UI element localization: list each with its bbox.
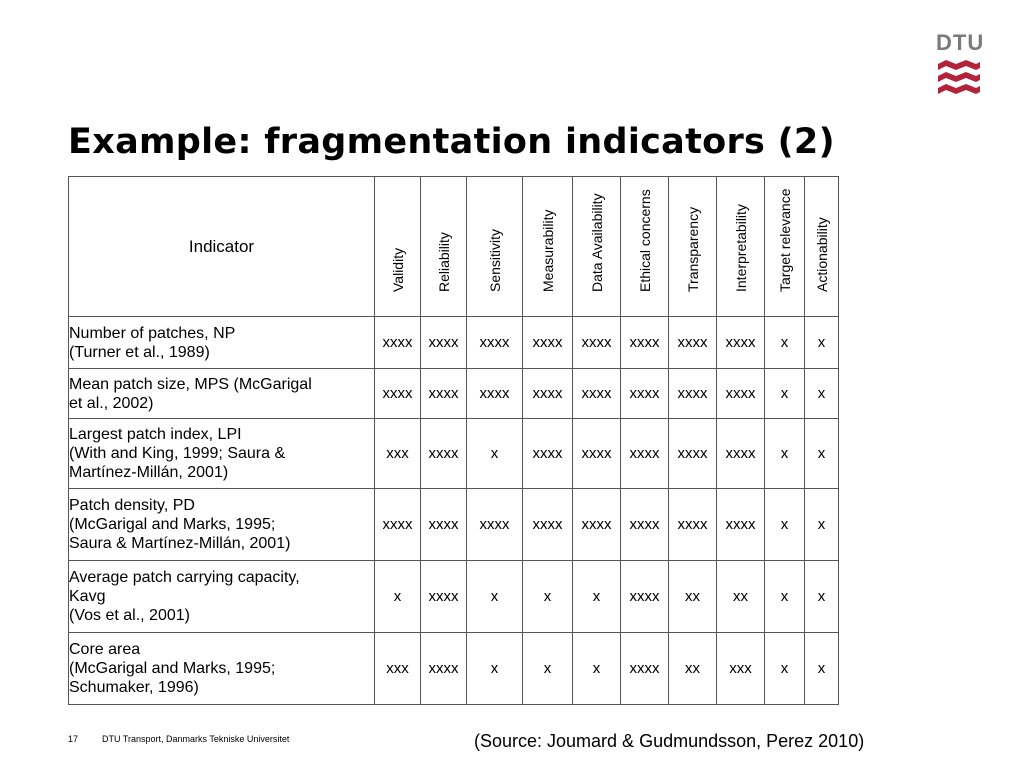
criterion-header: [375, 177, 421, 317]
dtu-logo-text: DTU: [936, 30, 985, 55]
rating-cell: xxxx: [421, 419, 467, 489]
rating-cell: xxxx: [421, 317, 467, 369]
table-row: [69, 633, 839, 705]
criterion-label: Data Availability: [588, 193, 605, 292]
rating-cell: xxxx: [421, 369, 467, 419]
rating-cell: xx: [717, 561, 765, 633]
rating-cell: xxxx: [375, 489, 421, 561]
rating-cell: xxxx: [467, 489, 523, 561]
indicator-column-header: Indicator: [69, 177, 375, 317]
rating-cell: xx: [669, 561, 717, 633]
indicator-name-cell: [69, 369, 375, 419]
rating-cell: xx: [669, 633, 717, 705]
rating-cell: x: [805, 369, 839, 419]
indicator-name-line: (Vos et al., 2001): [69, 607, 190, 624]
rating-cell: x: [765, 561, 805, 633]
rating-cell: xxxx: [421, 561, 467, 633]
criterion-header: [467, 177, 523, 317]
indicator-name-line: Martínez-Millán, 2001): [69, 464, 229, 481]
rating-cell: xxxx: [421, 633, 467, 705]
rating-cell: x: [523, 633, 573, 705]
rating-cell: xxx: [375, 633, 421, 705]
criterion-header: [805, 177, 839, 317]
rating-cell: x: [467, 561, 523, 633]
indicator-name-line: Schumaker, 1996): [69, 679, 199, 696]
indicator-name-cell: [69, 633, 375, 705]
rating-cell: x: [467, 419, 523, 489]
rating-cell: xxxx: [717, 489, 765, 561]
rating-cell: x: [765, 369, 805, 419]
rating-cell: x: [765, 489, 805, 561]
rating-cell: x: [573, 633, 621, 705]
rating-cell: xxxx: [375, 369, 421, 419]
rating-cell: xxx: [375, 419, 421, 489]
indicator-name-line: Number of patches, NP: [69, 324, 236, 342]
rating-cell: x: [805, 317, 839, 369]
dtu-logo-stripes-icon: [936, 60, 982, 94]
rating-cell: xxxx: [573, 317, 621, 369]
criterion-label: Measurability: [539, 209, 556, 292]
indicator-name-line: (With and King, 1999; Saura &: [69, 445, 286, 462]
slide-title: Example: fragmentation indicators (2): [68, 122, 835, 162]
indicator-name-line: Kavg: [69, 588, 106, 605]
criterion-header: [765, 177, 805, 317]
criterion-label: Target relevance: [776, 188, 793, 292]
rating-cell: xxxx: [573, 489, 621, 561]
rating-cell: x: [523, 561, 573, 633]
rating-cell: x: [467, 633, 523, 705]
criterion-label: Actionability: [813, 217, 830, 292]
indicator-table-container: [68, 176, 839, 705]
indicator-name-line: (Turner et al., 1989): [69, 343, 210, 361]
rating-cell: xxxx: [669, 419, 717, 489]
rating-cell: xxxx: [621, 489, 669, 561]
indicator-name-line: (McGarigal and Marks, 1995;: [69, 516, 276, 533]
rating-cell: xxxx: [375, 317, 421, 369]
criterion-header: [523, 177, 573, 317]
indicator-name-line: (McGarigal and Marks, 1995;: [69, 660, 276, 677]
table-header-row: [69, 177, 839, 317]
table-body: [69, 317, 839, 705]
criterion-header: [717, 177, 765, 317]
indicator-name-cell: [69, 489, 375, 561]
criterion-header: [621, 177, 669, 317]
rating-cell: xxxx: [717, 419, 765, 489]
table-row: [69, 419, 839, 489]
indicator-name-line: Patch density, PD: [69, 497, 195, 514]
indicator-name-line: et al., 2002): [69, 394, 154, 412]
rating-cell: xxxx: [523, 369, 573, 419]
rating-cell: xxxx: [621, 633, 669, 705]
indicator-name-cell: [69, 561, 375, 633]
criterion-header: [669, 177, 717, 317]
rating-cell: x: [765, 633, 805, 705]
rating-cell: x: [765, 317, 805, 369]
indicator-name-line: Average patch carrying capacity,: [69, 569, 300, 586]
criterion-label: Ethical concerns: [636, 189, 653, 292]
criterion-label: Validity: [389, 247, 406, 292]
source-citation: (Source: Joumard & Gudmundsson, Perez 2010): [474, 731, 865, 751]
indicator-name-line: Mean patch size, MPS (McGarigal: [69, 375, 312, 393]
rating-cell: xxxx: [669, 317, 717, 369]
rating-cell: xxxx: [467, 369, 523, 419]
indicator-name-cell: [69, 419, 375, 489]
indicator-name-line: Largest patch index, LPI: [69, 426, 242, 443]
rating-cell: xxx: [717, 633, 765, 705]
rating-cell: x: [805, 561, 839, 633]
rating-cell: x: [805, 489, 839, 561]
indicator-name-line: Saura & Martínez-Millán, 2001): [69, 535, 291, 552]
rating-cell: x: [573, 561, 621, 633]
indicator-name-line: Core area: [69, 641, 141, 658]
rating-cell: xxxx: [621, 317, 669, 369]
rating-cell: xxxx: [573, 369, 621, 419]
table-row: [69, 369, 839, 419]
rating-cell: xxxx: [523, 489, 573, 561]
criterion-header: [573, 177, 621, 317]
rating-cell: xxxx: [669, 369, 717, 419]
rating-cell: xxxx: [421, 489, 467, 561]
rating-cell: x: [805, 633, 839, 705]
slide-number: 17: [68, 734, 79, 744]
indicator-name-cell: [69, 317, 375, 369]
rating-cell: x: [805, 419, 839, 489]
rating-cell: xxxx: [621, 561, 669, 633]
criterion-label: Interpretability: [732, 204, 749, 292]
table-row: [69, 561, 839, 633]
criterion-label: Reliability: [435, 232, 452, 292]
rating-cell: xxxx: [573, 419, 621, 489]
indicator-table: [68, 176, 839, 705]
dtu-logo: [936, 30, 985, 94]
rating-cell: xxxx: [621, 369, 669, 419]
rating-cell: xxxx: [717, 317, 765, 369]
rating-cell: xxxx: [621, 419, 669, 489]
rating-cell: xxxx: [467, 317, 523, 369]
rating-cell: xxxx: [669, 489, 717, 561]
table-row: [69, 489, 839, 561]
footer-organization: DTU Transport, Danmarks Tekniske Universitet: [102, 734, 290, 744]
criterion-label: Transparency: [684, 206, 701, 292]
criterion-label: Sensitivity: [486, 228, 503, 292]
rating-cell: xxxx: [523, 419, 573, 489]
table-row: [69, 317, 839, 369]
rating-cell: x: [375, 561, 421, 633]
criterion-header: [421, 177, 467, 317]
rating-cell: xxxx: [523, 317, 573, 369]
rating-cell: xxxx: [717, 369, 765, 419]
rating-cell: x: [765, 419, 805, 489]
